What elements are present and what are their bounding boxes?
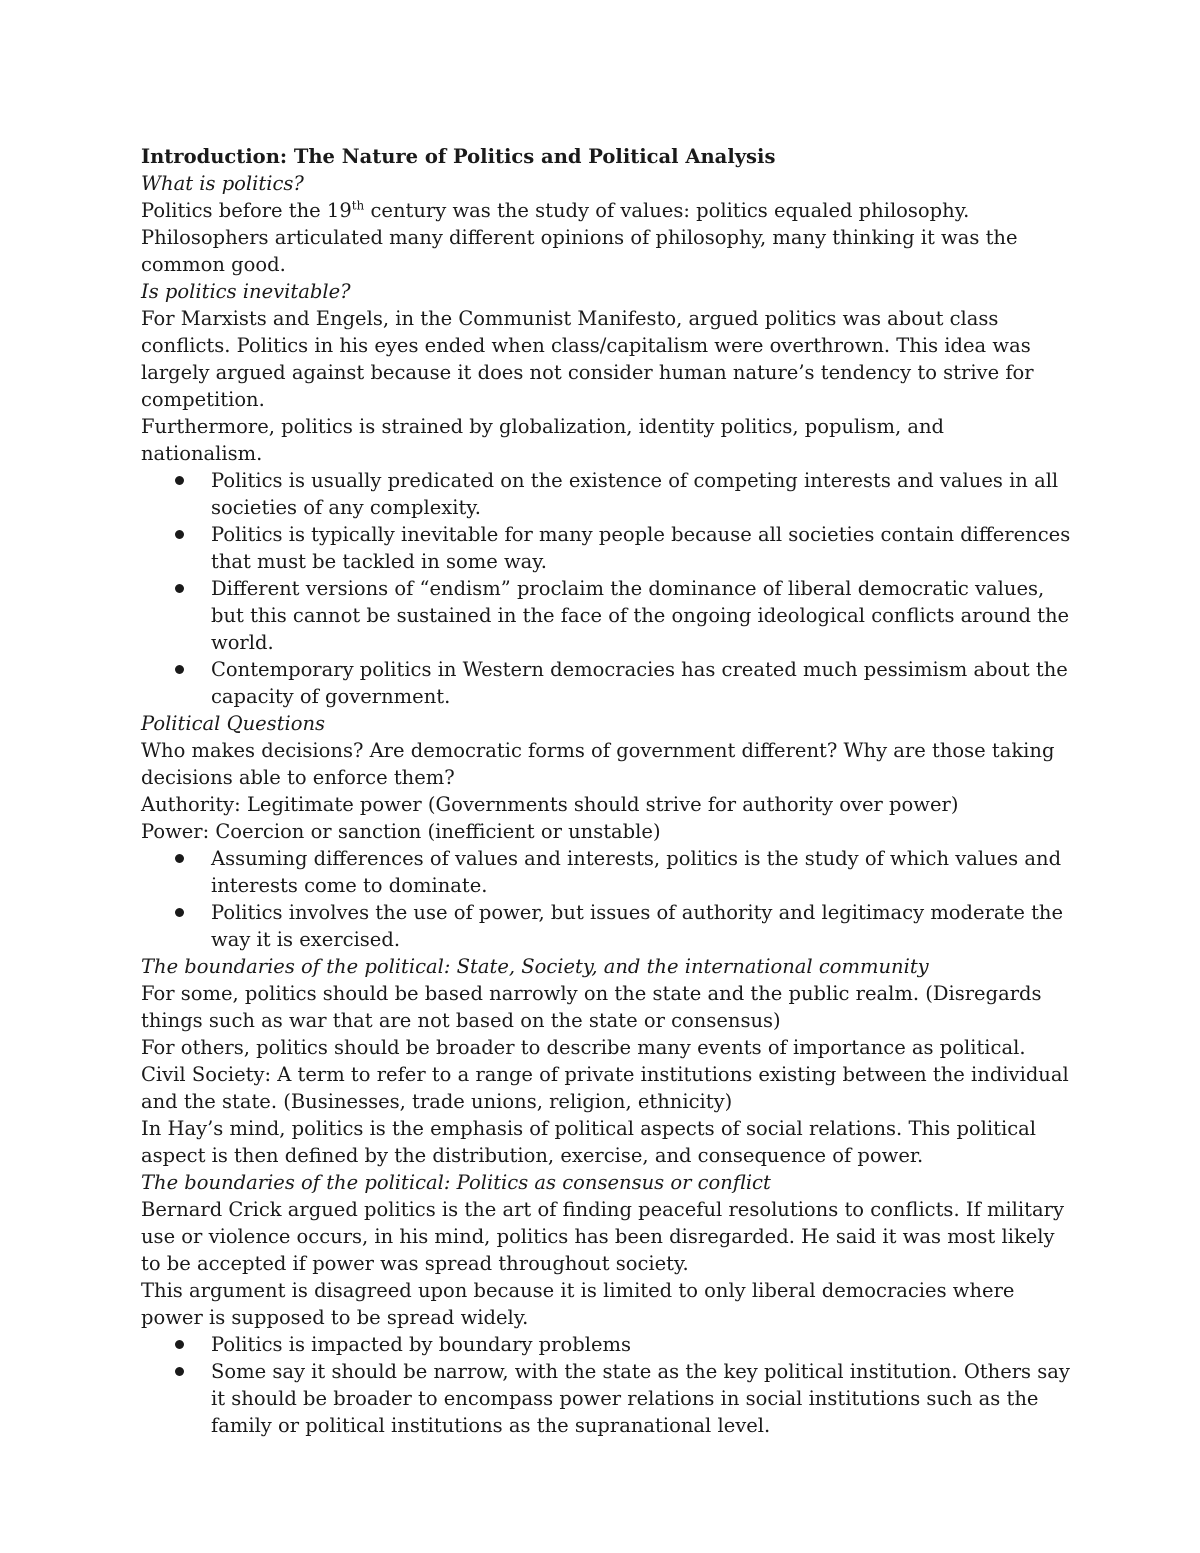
paragraph: Politics before the 19th century was the study of values: politics equaled philosophy. bbox=[141, 198, 970, 222]
paragraph: For some, politics should be based narrowly on the state and the public realm. (Disregards things such as war that are not based on the state or consensus) bbox=[141, 982, 1042, 1032]
paragraph: Civil Society: A term to refer to a range of private institutions existing between the individual and the state. (Businesses, trade unions, religion, ethnicity) bbox=[141, 1063, 1069, 1113]
document-page bbox=[141, 143, 1071, 1439]
list-item: Politics is typically inevitable for many people because all societies contain differences that must be tackled in some way. bbox=[141, 521, 1071, 575]
paragraph: Authority: Legitimate power (Governments should strive for authority over power) bbox=[141, 793, 959, 816]
list-item: Politics involves the use of power, but issues of authority and legitimacy moderate the way it is exercised. bbox=[141, 899, 1071, 953]
superscript: th bbox=[351, 198, 365, 213]
bullet-icon bbox=[175, 1367, 184, 1376]
section-heading-boundaries-consensus: The boundaries of the political: Politics as consensus or conflict bbox=[141, 1171, 771, 1194]
section-heading-boundaries-state: The boundaries of the political: State, Society, and the international community bbox=[141, 955, 929, 978]
bullet-icon bbox=[175, 908, 184, 917]
paragraph: Power: Coercion or sanction (inefficient or unstable) bbox=[141, 820, 661, 843]
paragraph: In Hay’s mind, politics is the emphasis of political aspects of social relations. This political aspect is then defined by the distribution, exercise, and consequence of power. bbox=[141, 1117, 1037, 1167]
bullet-list bbox=[141, 1331, 1071, 1439]
bullet-icon bbox=[175, 854, 184, 863]
paragraph: For others, politics should be broader to describe many events of importance as political. bbox=[141, 1036, 1026, 1059]
paragraph: Philosophers articulated many different opinions of philosophy, many thinking it was the common good. bbox=[141, 226, 1018, 276]
paragraph: For Marxists and Engels, in the Communist Manifesto, argued politics was about class conflicts. Politics in his eyes ended when class/capitalism were overthrown. This idea was largely argued against because it does not consider human nature’s tendency to strive for competition. bbox=[141, 307, 1034, 411]
bullet-icon bbox=[175, 665, 184, 674]
bullet-icon bbox=[175, 530, 184, 539]
paragraph: Bernard Crick argued politics is the art of finding peaceful resolutions to conflicts. If military use or violence occurs, in his mind, politics has been disregarded. He said it was most likely to be accepted if power was spread throughout society. bbox=[141, 1198, 1064, 1275]
bullet-list bbox=[141, 467, 1071, 710]
list-item: Contemporary politics in Western democracies has created much pessimism about the capacity of government. bbox=[141, 656, 1071, 710]
document-title: Introduction: The Nature of Politics and Political Analysis bbox=[141, 145, 776, 168]
paragraph: Furthermore, politics is strained by globalization, identity politics, populism, and nationalism. bbox=[141, 415, 945, 465]
bullet-icon bbox=[175, 584, 184, 593]
list-item: Different versions of “endism” proclaim the dominance of liberal democratic values, but this cannot be sustained in the face of the ongoing ideological conflicts around the world. bbox=[141, 575, 1071, 656]
paragraph: This argument is disagreed upon because it is limited to only liberal democracies where power is supposed to be spread widely. bbox=[141, 1279, 1015, 1329]
bullet-icon bbox=[175, 476, 184, 485]
list-item: Some say it should be narrow, with the state as the key political institution. Others say it should be broader to encompass power relations in social institutions such as the family or political institutions as the supranational level. bbox=[141, 1358, 1071, 1439]
list-item: Politics is impacted by boundary problems bbox=[141, 1331, 1071, 1358]
paragraph: Who makes decisions? Are democratic forms of government different? Why are those taking decisions able to enforce them? bbox=[141, 739, 1055, 789]
section-heading-political-questions: Political Questions bbox=[141, 712, 326, 735]
section-heading-inevitable: Is politics inevitable? bbox=[141, 280, 351, 303]
bullet-icon bbox=[175, 1340, 184, 1349]
section-heading-what-is-politics: What is politics? bbox=[141, 172, 304, 195]
list-item: Politics is usually predicated on the existence of competing interests and values in all societies of any complexity. bbox=[141, 467, 1071, 521]
list-item: Assuming differences of values and interests, politics is the study of which values and interests come to dominate. bbox=[141, 845, 1071, 899]
bullet-list bbox=[141, 845, 1071, 953]
